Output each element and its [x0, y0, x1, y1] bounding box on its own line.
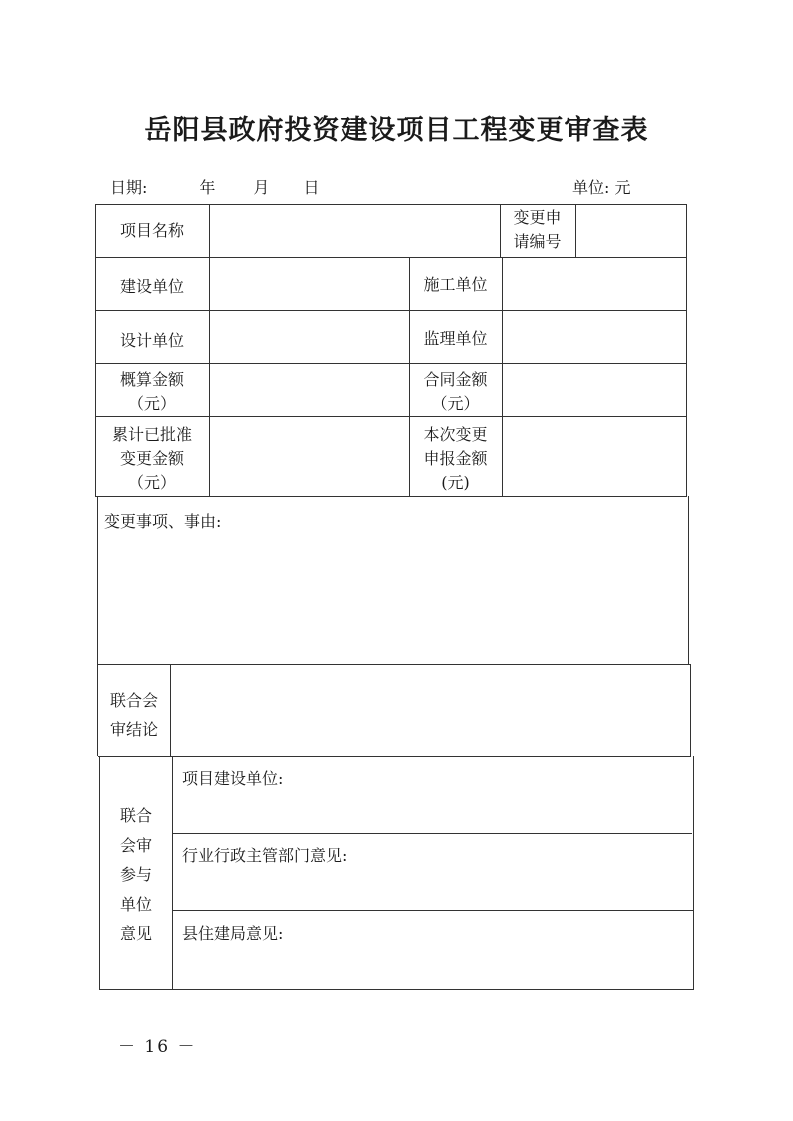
cumulative-line2: 变更金额	[119, 449, 184, 468]
builder-unit-label: 施工单位	[423, 275, 488, 294]
joint-review-line2: 审结论	[109, 720, 158, 739]
construction-unit-label: 建设单位	[119, 277, 184, 296]
change-request-no-label	[500, 206, 575, 254]
current-change-amount-label	[409, 423, 502, 495]
date-label: 日期:	[110, 178, 148, 197]
opinion-admin-label: 行业行政主管部门意见:	[182, 846, 348, 865]
contract-amount-line2: （元）	[431, 394, 480, 413]
cumulative-line1: 累计已批准	[111, 425, 192, 444]
participants-line5: 意见	[119, 924, 152, 943]
budget-amount-line2: （元）	[127, 394, 176, 413]
date-line	[110, 175, 319, 198]
participants-line4: 单位	[119, 894, 152, 914]
budget-amount-line1: 概算金额	[119, 370, 184, 389]
joint-review-label	[98, 686, 170, 744]
budget-amount-label	[95, 368, 209, 416]
change-items-label: 变更事项、事由:	[104, 512, 222, 531]
year-label: 年	[199, 178, 216, 197]
contract-amount-label	[409, 368, 502, 416]
form-title: 岳阳县政府投资建设项目工程变更审查表	[144, 115, 649, 146]
current-change-line2: 申报金额	[423, 449, 488, 468]
contract-amount-line1: 合同金额	[423, 370, 488, 389]
participants-line3: 参与	[119, 865, 152, 884]
design-unit-label: 设计单位	[119, 331, 184, 350]
participants-line1: 联合	[119, 806, 152, 825]
project-name-label: 项目名称	[119, 221, 184, 240]
cumulative-amount-label	[95, 423, 209, 495]
opinion-housing-label: 县住建局意见:	[182, 924, 284, 943]
page-number: － 16 －	[118, 1037, 197, 1057]
month-label: 月	[253, 178, 270, 197]
cumulative-line3: （元）	[127, 473, 176, 492]
current-change-line3: (元)	[441, 473, 470, 492]
current-change-line1: 本次变更	[423, 425, 488, 444]
opinion-construction-label: 项目建设单位:	[182, 769, 284, 788]
participants-label	[100, 801, 172, 949]
day-label: 日	[303, 178, 320, 197]
participants-line2: 会审	[119, 835, 152, 855]
unit-label: 单位: 元	[572, 178, 631, 197]
change-request-no-line1: 变更申	[513, 208, 562, 227]
supervision-unit-label: 监理单位	[423, 329, 488, 348]
change-request-no-line2: 请编号	[513, 232, 562, 251]
joint-review-line1: 联合会	[109, 691, 158, 710]
